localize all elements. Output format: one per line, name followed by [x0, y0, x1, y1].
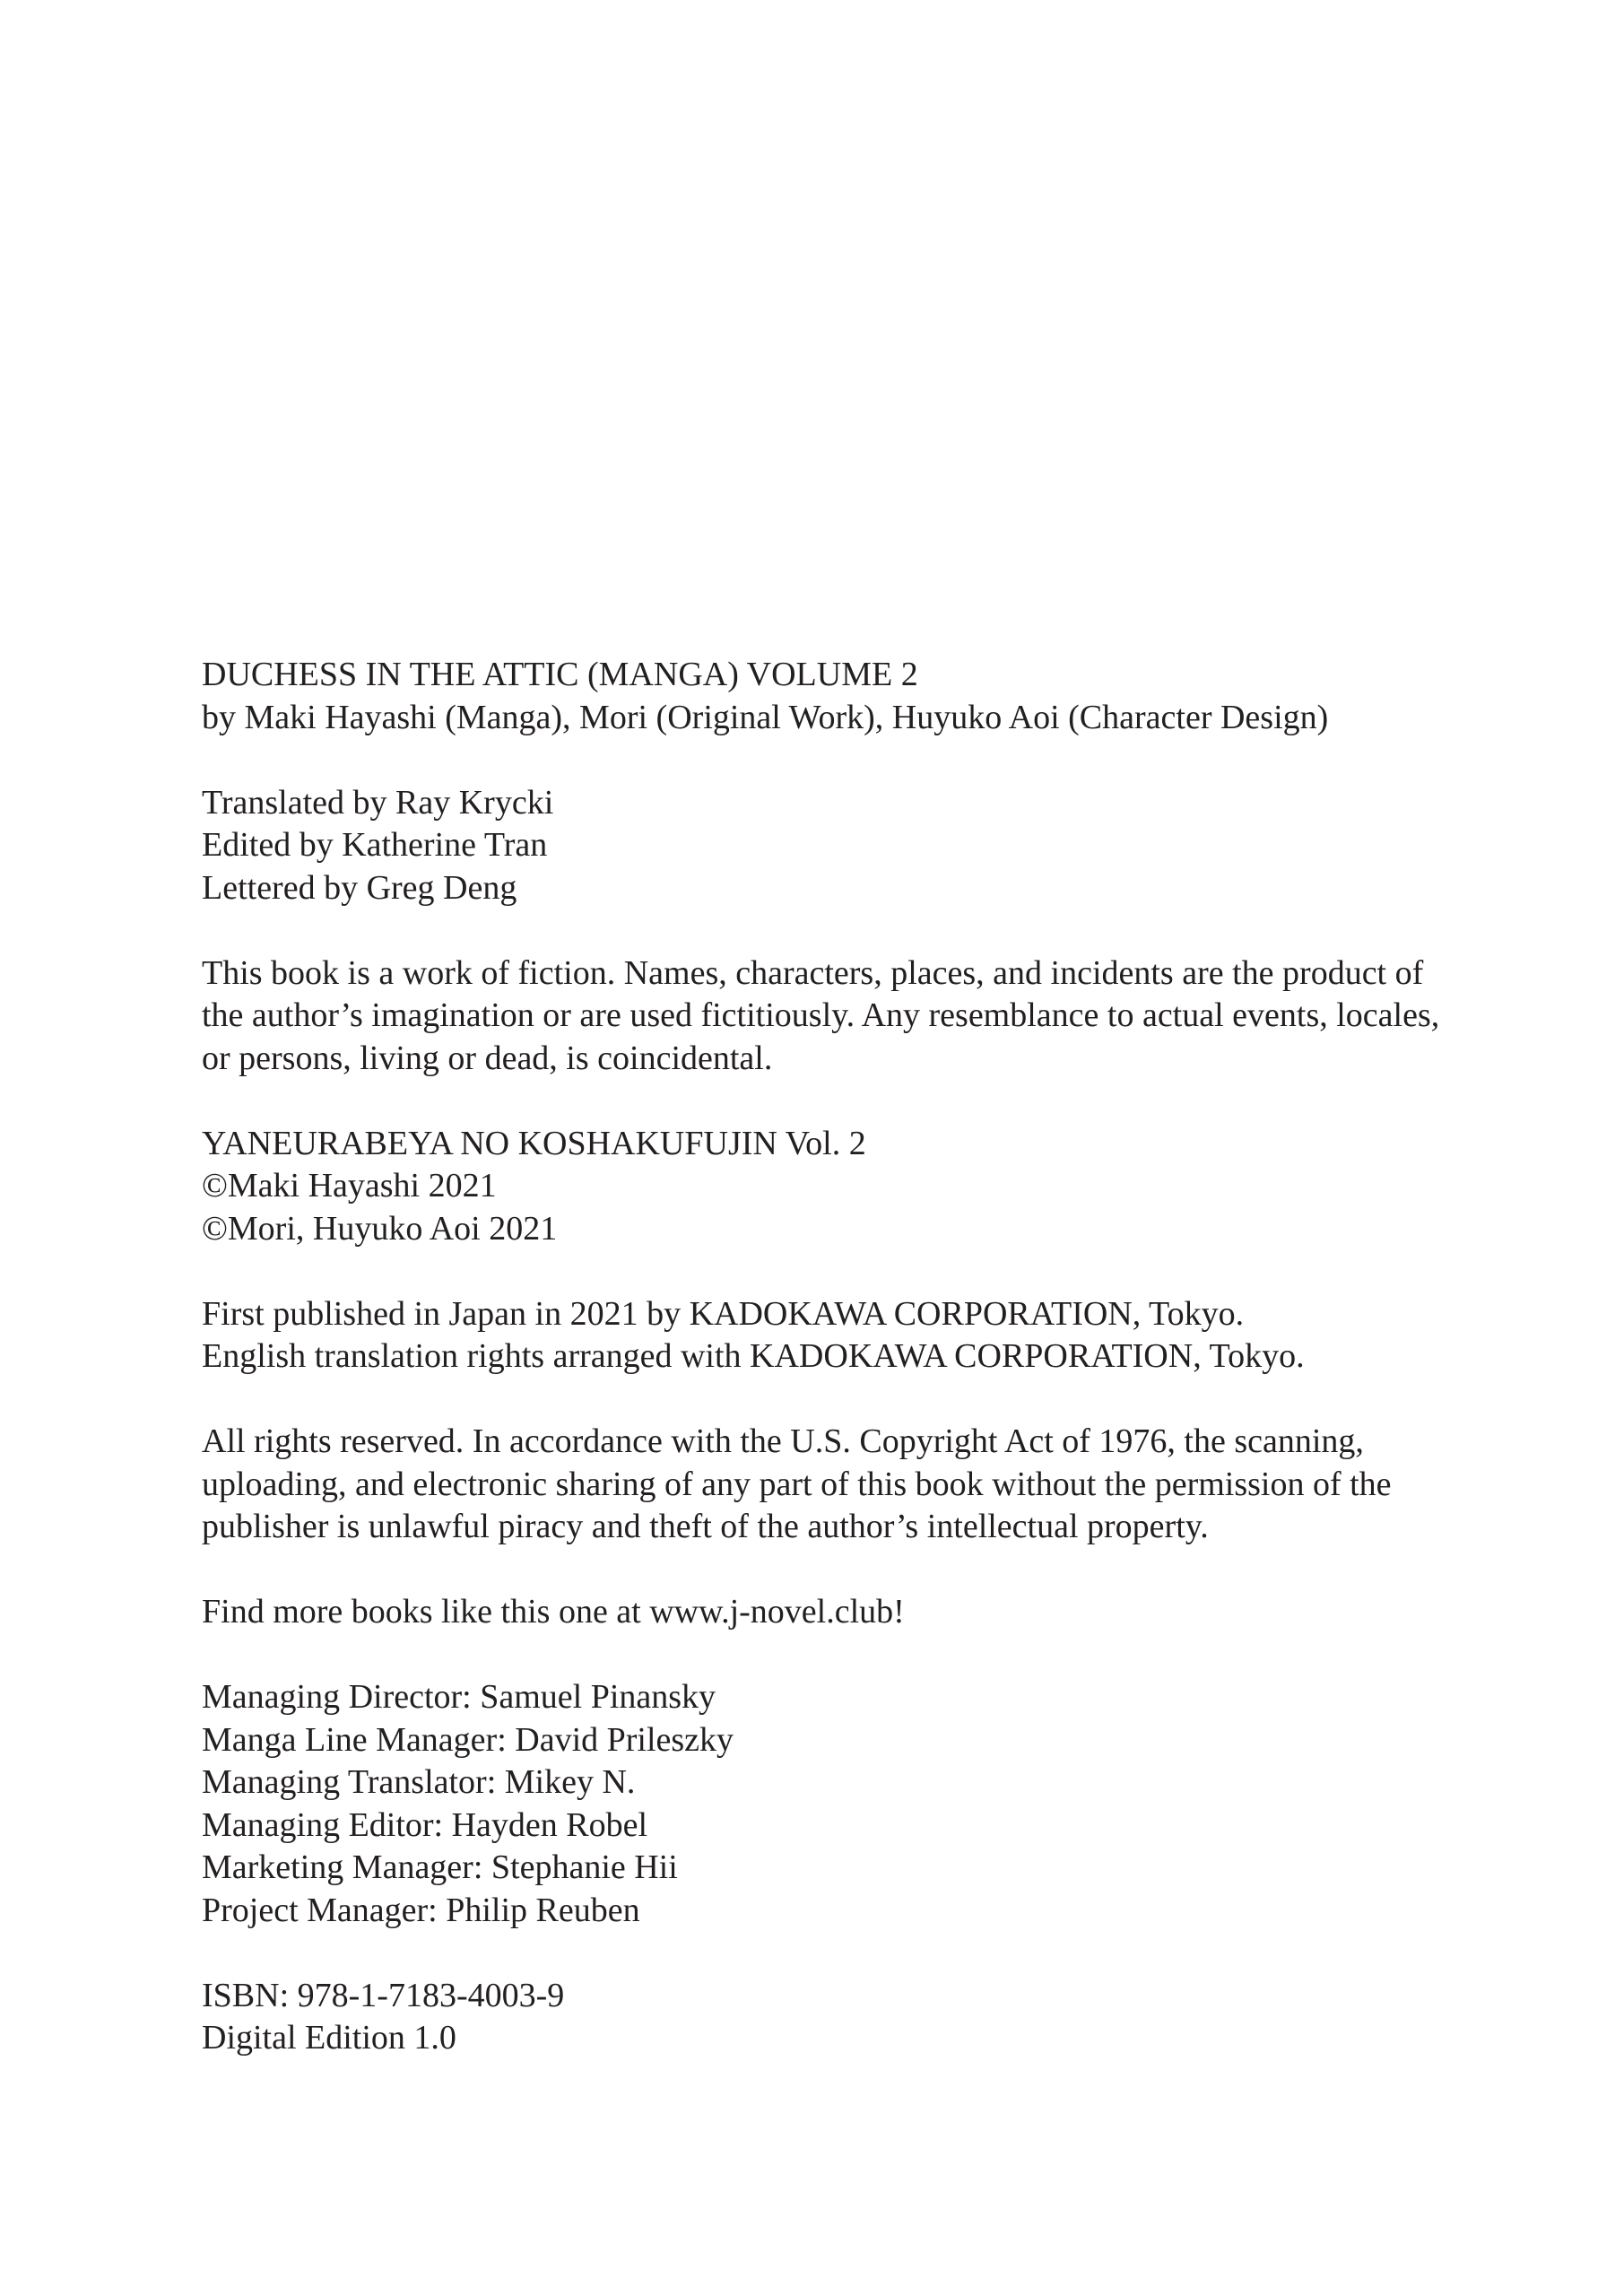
management-section	[202, 1676, 1547, 1932]
copyright-line: ©Maki Hayashi 2021	[202, 1167, 497, 1205]
publication-info	[202, 1293, 1547, 1378]
book-title: DUCHESS IN THE ATTIC (MANGA) VOLUME 2	[202, 656, 918, 693]
copyright-line: ©Mori, Huyuko Aoi 2021	[202, 1209, 558, 1248]
rights-notice	[202, 1421, 1547, 1549]
publication-line: English translation rights arranged with KADOKAWA CORPORATION, Tokyo.	[202, 1337, 1305, 1375]
original-title: YANEURABEYA NO KOSHAKUFUJIN Vol. 2	[202, 1124, 866, 1162]
rights-line: publisher is unlawful piracy and theft of the author’s intellectual property.	[202, 1508, 1209, 1545]
copyright-block	[202, 654, 1547, 2060]
disclaimer-line: the author’s imagination or are used fictitiously. Any resemblance to actual events, locales,	[202, 996, 1440, 1034]
letterer-credit: Lettered by Greg Deng	[202, 868, 517, 907]
editor-credit: Edited by Katherine Tran	[202, 826, 548, 864]
management-line: Marketing Manager: Stephanie Hii	[202, 1848, 678, 1886]
fiction-disclaimer	[202, 952, 1547, 1081]
translator-credit: Translated by Ray Krycki	[202, 783, 554, 822]
rights-line: All rights reserved. In accordance with the U.S. Copyright Act of 1976, the scanning,	[202, 1422, 1364, 1460]
management-line: Project Manager: Philip Reuben	[202, 1891, 640, 1929]
rights-line: uploading, and electronic sharing of any part of this book without the permission of the	[202, 1465, 1392, 1503]
edition-section	[202, 1975, 1547, 2060]
publication-line: First published in Japan in 2021 by KADOKAWA CORPORATION, Tokyo.	[202, 1294, 1245, 1333]
isbn: ISBN: 978-1-7183-4003-9	[202, 1976, 565, 2014]
book-credits: by Maki Hayashi (Manga), Mori (Original Work), Huyuko Aoi (Character Design)	[202, 698, 1329, 736]
original-copyright	[202, 1123, 1547, 1251]
management-line: Managing Translator: Mikey N.	[202, 1763, 636, 1801]
disclaimer-line: or persons, living or dead, is coincidental.	[202, 1039, 773, 1077]
management-line: Managing Director: Samuel Pinansky	[202, 1678, 716, 1716]
management-line: Managing Editor: Hayden Robel	[202, 1805, 648, 1844]
website-section	[202, 1591, 1547, 1634]
disclaimer-line: This book is a work of fiction. Names, characters, places, and incidents are the product of	[202, 953, 1424, 992]
title-section	[202, 654, 1547, 739]
management-line: Manga Line Manager: David Prileszky	[202, 1720, 734, 1759]
staff-section	[202, 782, 1547, 910]
website-line: Find more books like this one at www.j-novel.club!	[202, 1593, 905, 1631]
edition-label: Digital Edition 1.0	[202, 2019, 456, 2057]
